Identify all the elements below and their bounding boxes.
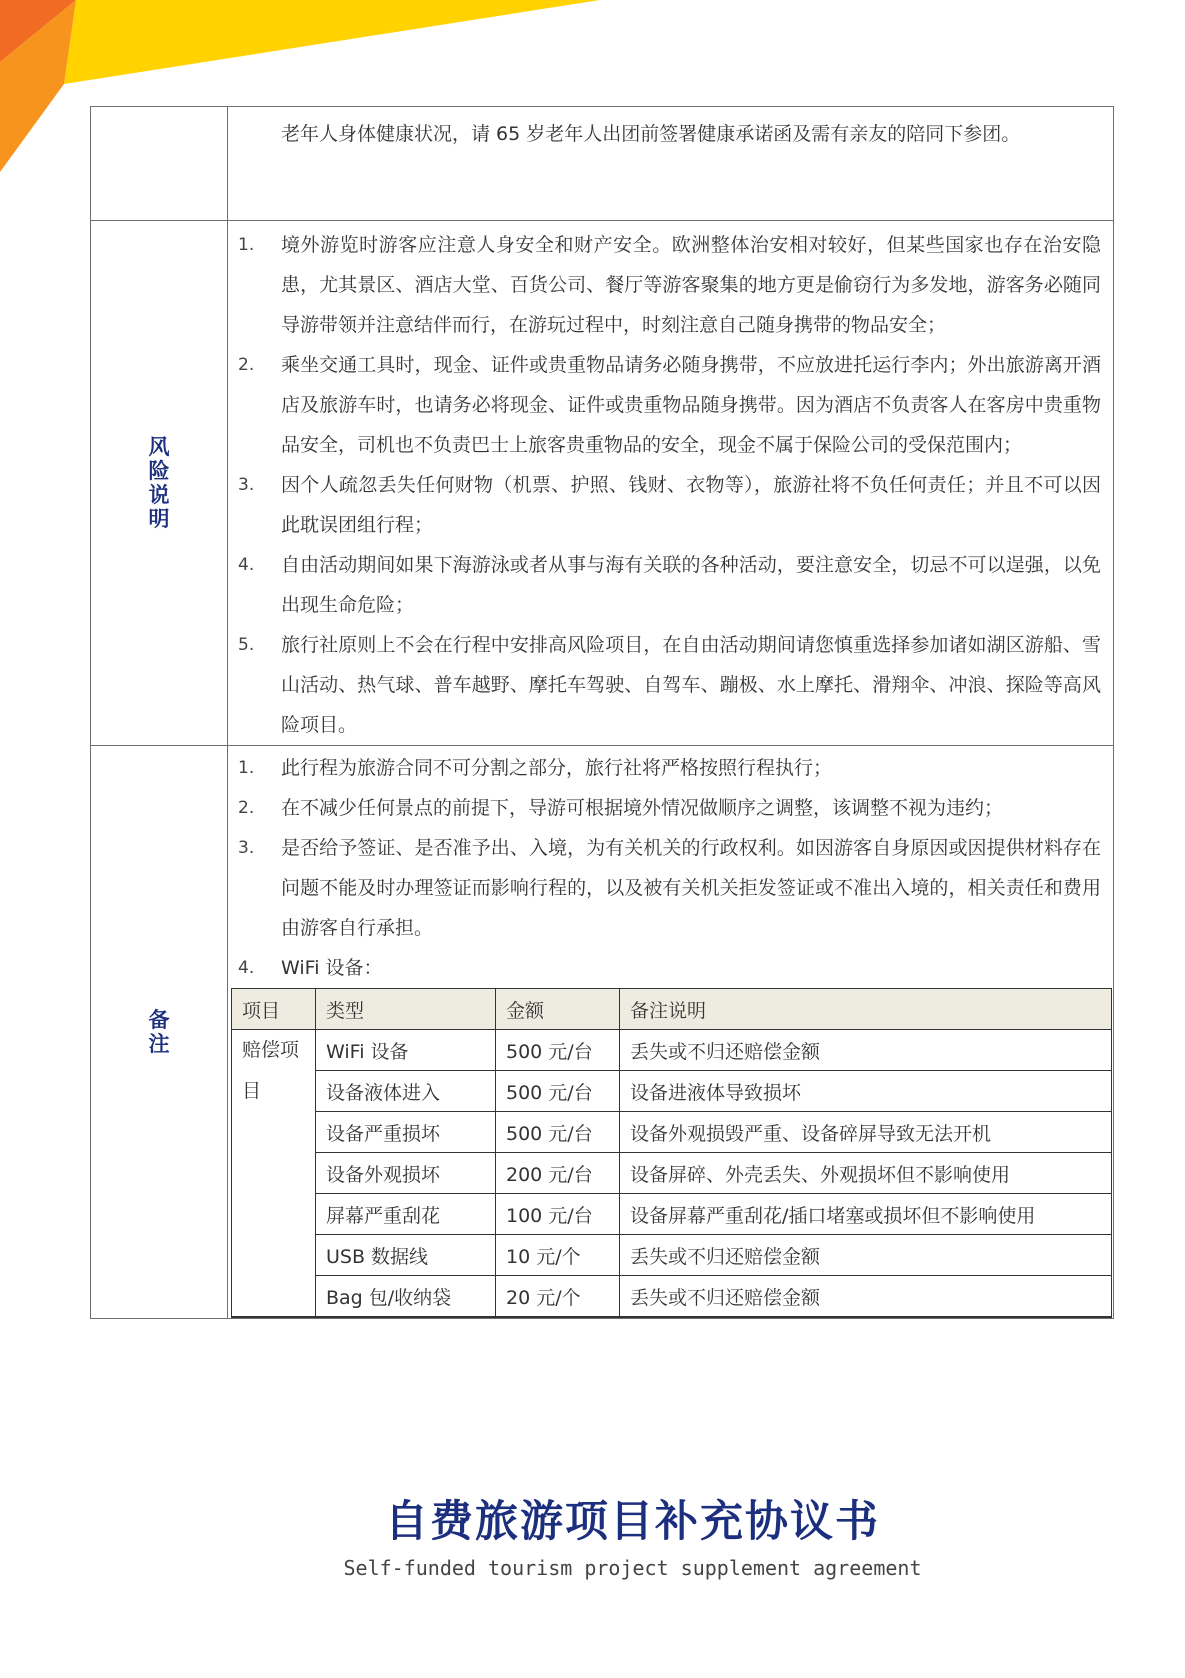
header-item: 项目 — [232, 989, 316, 1030]
list-item: 1. 境外游览时游客应注意人身安全和财产安全。欧洲整体治安相对较好，但某些国家也存在治安隐患，尤其景区、酒店大堂、百货公司、餐厅等游客聚集的地方更是偷窃行为多发地，游客务必随同导游带领并注意结伴而行，在游玩过程中，时刻注意自己随身携带的物品安全； — [238, 234, 1101, 336]
list-item: 5. 旅行社原则上不会在行程中安排高风险项目，在自由活动期间请您慎重选择参加诸如湖区游船、雪山活动、热气球、普车越野、摩托车驾驶、自驾车、蹦极、水上摩托、滑翔伞、冲浪、探险等高风险项目。 — [238, 634, 1101, 736]
header-type: 类型 — [316, 989, 496, 1030]
notes-label: 备注 — [148, 1008, 170, 1056]
list-item: 4. 自由活动期间如果下海游泳或者从事与海有关联的各种活动，要注意安全，切忌不可以逞强，以免出现生命危险； — [238, 554, 1101, 616]
section-subtitle: Self-funded tourism project supplement agreement — [343, 1556, 922, 1580]
notes-list — [228, 746, 1113, 988]
list-item: 2. 在不减少任何景点的前提下，导游可根据境外情况做顺序之调整，该调整不视为违约； — [238, 797, 1004, 819]
table-row: 屏幕严重刮花 100 元/台 设备屏幕严重刮花/插口堵塞或损坏但不影响使用 — [232, 1194, 1112, 1235]
table-row: 赔偿项目 WiFi 设备 500 元/台 丢失或不归还赔偿金额 — [232, 1030, 1112, 1071]
notes-row — [91, 746, 1114, 1319]
risk-list — [228, 221, 1113, 745]
list-item: 2. 乘坐交通工具时，现金、证件或贵重物品请务必随身携带，不应放进托运行李内；外出旅游离开酒店及旅游车时，也请务必将现金、证件或贵重物品随身携带。因为酒店不负责客人在客房中贵重物品安全，司机也不负责巴士上旅客贵重物品的安全，现金不属于保险公司的受保范围内； — [238, 354, 1101, 456]
list-item: 3. 因个人疏忽丢失任何财物（机票、护照、钱财、衣物等），旅游社将不负任何责任；并且不可以因此耽误团组行程； — [238, 474, 1101, 536]
table-row: 设备液体进入 500 元/台 设备进液体导致损坏 — [232, 1071, 1112, 1112]
table-row: 设备外观损坏 200 元/台 设备屏碎、外壳丢失、外观损坏但不影响使用 — [232, 1153, 1112, 1194]
table-row: Bag 包/收纳袋 20 元/个 丢失或不归还赔偿金额 — [232, 1276, 1112, 1318]
section-title: 自费旅游项目补充协议书 — [385, 1497, 880, 1547]
header-remark: 备注说明 — [620, 989, 1112, 1030]
risk-label: 风险说明 — [148, 435, 170, 531]
health-note: 老年人身体健康状况，请 65 岁老年人出团前签署健康承诺函及需有亲友的陪同下参团。 — [281, 123, 1021, 145]
list-item: 1. 此行程为旅游合同不可分割之部分，旅行社将严格按照行程执行； — [238, 757, 833, 779]
table-header-row — [232, 989, 1112, 1030]
list-item: 4. WiFi 设备： — [238, 957, 383, 979]
health-row — [91, 107, 1114, 221]
table-row: USB 数据线 10 元/个 丢失或不归还赔偿金额 — [232, 1235, 1112, 1276]
itinerary-info-table — [90, 106, 1114, 1319]
category-cell: 赔偿项目 — [232, 1030, 316, 1318]
header-amount: 金额 — [496, 989, 620, 1030]
empty-label-cell — [91, 107, 228, 221]
risk-row — [91, 221, 1114, 746]
table-row: 设备严重损坏 500 元/台 设备外观损毁严重、设备碎屏导致无法开机 — [232, 1112, 1112, 1153]
list-item: 3. 是否给予签证、是否准予出、入境，为有关机关的行政权利。如因游客自身原因或因提供材料存在问题不能及时办理签证而影响行程的，以及被有关机关拒发签证或不准出入境的，相关责任和费用由游客自行承担。 — [238, 837, 1101, 939]
wifi-fee-table — [231, 988, 1112, 1318]
